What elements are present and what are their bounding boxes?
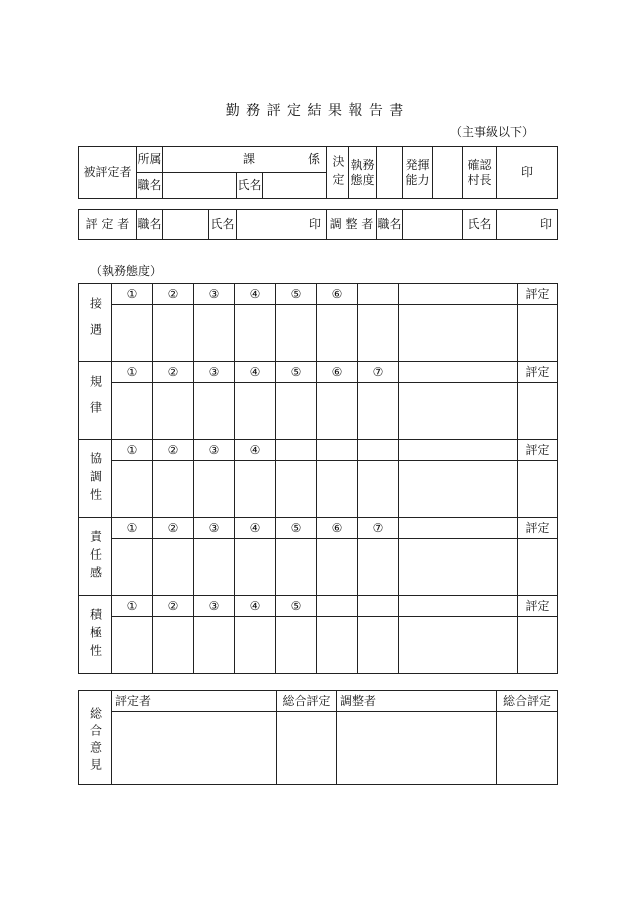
- attitude-row-body: [79, 383, 558, 440]
- entry-field[interactable]: [317, 617, 358, 674]
- attitude-table: [78, 283, 558, 674]
- attitude-row-body: [79, 461, 558, 518]
- attitude-row-header: [79, 596, 558, 617]
- header-table: [78, 146, 558, 240]
- entry-field[interactable]: [112, 539, 153, 596]
- entry-field[interactable]: [153, 617, 194, 674]
- entry-field[interactable]: [358, 617, 399, 674]
- hyoteisha-label-cell: 被評定者: [79, 147, 137, 199]
- shozoku-field[interactable]: [163, 147, 327, 173]
- attitude-row-header: [79, 518, 558, 539]
- rating-mark[interactable]: ②: [153, 440, 194, 461]
- entry-field[interactable]: [153, 461, 194, 518]
- entry-field[interactable]: [276, 461, 317, 518]
- entry-field[interactable]: [194, 539, 235, 596]
- rating-label: 評定: [518, 596, 558, 617]
- shimei-label-2: 氏名: [209, 210, 237, 240]
- rating-mark[interactable]: ④: [235, 596, 276, 617]
- hakki-noryoku-label: 発揮能力: [403, 147, 433, 199]
- shokumei-label-1: 職名: [137, 173, 163, 199]
- blank-cell: [399, 440, 518, 461]
- entry-field[interactable]: [276, 305, 317, 362]
- rating-mark[interactable]: ②: [153, 596, 194, 617]
- in-seal-2: 印: [237, 210, 327, 240]
- rating-label: 評定: [518, 362, 558, 383]
- hakki-noryoku-field[interactable]: [433, 147, 463, 199]
- rating-mark[interactable]: ④: [235, 440, 276, 461]
- shokumei-field-1[interactable]: [163, 173, 237, 199]
- rating-mark[interactable]: ②: [153, 284, 194, 305]
- entry-field[interactable]: [194, 305, 235, 362]
- summary-hyoteisha-label: 評定者: [112, 691, 277, 712]
- entry-field[interactable]: [153, 305, 194, 362]
- rating-mark[interactable]: ⑤: [276, 284, 317, 305]
- rating-mark[interactable]: ③: [194, 518, 235, 539]
- entry-field[interactable]: [399, 305, 518, 362]
- attitude-item-name: 積極性: [79, 596, 112, 674]
- entry-field[interactable]: [358, 383, 399, 440]
- entry-field[interactable]: [112, 305, 153, 362]
- entry-field[interactable]: [235, 383, 276, 440]
- rating-label: 評定: [518, 284, 558, 305]
- hyoteisha-label: 評 定 者: [79, 210, 137, 240]
- rating-field[interactable]: [518, 617, 558, 674]
- entry-field[interactable]: [276, 383, 317, 440]
- entry-field[interactable]: [112, 617, 153, 674]
- entry-field[interactable]: [235, 539, 276, 596]
- rating-mark[interactable]: ②: [153, 518, 194, 539]
- shokumei-field-3[interactable]: [403, 210, 463, 240]
- shimei-field-1[interactable]: [263, 173, 327, 199]
- rating-mark[interactable]: ①: [112, 518, 153, 539]
- rating-field[interactable]: [518, 539, 558, 596]
- entry-field[interactable]: [194, 617, 235, 674]
- blank-cell: [399, 362, 518, 383]
- entry-field[interactable]: [112, 461, 153, 518]
- rating-mark[interactable]: ⑥: [317, 362, 358, 383]
- ka-label: 課: [243, 152, 256, 166]
- attitude-item-name: 接遇: [79, 284, 112, 362]
- shokumei-field-2[interactable]: [163, 210, 209, 240]
- blank-cell: [399, 596, 518, 617]
- summary-choseisha-field[interactable]: [337, 712, 497, 785]
- shokumei-label-3: 職名: [377, 210, 403, 240]
- entry-field[interactable]: [153, 383, 194, 440]
- kakari-label: 係: [308, 152, 321, 166]
- attitude-item-name: 協調性: [79, 440, 112, 518]
- rating-mark[interactable]: ①: [112, 596, 153, 617]
- rating-mark[interactable]: [317, 440, 358, 461]
- rating-field[interactable]: [518, 383, 558, 440]
- rating-mark[interactable]: ③: [194, 596, 235, 617]
- kakunin-soncho-label: 確認村長: [463, 147, 497, 199]
- entry-field[interactable]: [153, 539, 194, 596]
- entry-field[interactable]: [235, 461, 276, 518]
- attitude-row-header: [79, 440, 558, 461]
- attitude-row-body: [79, 305, 558, 362]
- attitude-item-name: 規律: [79, 362, 112, 440]
- rating-mark[interactable]: ①: [112, 284, 153, 305]
- page-title: 勤 務 評 定 結 果 報 告 書: [225, 103, 405, 119]
- blank-cell: [399, 518, 518, 539]
- rating-mark[interactable]: [358, 284, 399, 305]
- shimei-label-1: 氏名: [237, 173, 263, 199]
- sogo-iken-label: 総合意見: [79, 691, 112, 785]
- entry-field[interactable]: [317, 305, 358, 362]
- rating-mark[interactable]: [317, 596, 358, 617]
- entry-field[interactable]: [317, 461, 358, 518]
- rating-mark[interactable]: ⑤: [276, 518, 317, 539]
- rating-field[interactable]: [518, 461, 558, 518]
- entry-field[interactable]: [276, 539, 317, 596]
- rating-mark[interactable]: ①: [112, 362, 153, 383]
- entry-field[interactable]: [399, 383, 518, 440]
- entry-field[interactable]: [399, 461, 518, 518]
- choseisha-label: 調 整 者: [327, 210, 377, 240]
- entry-field[interactable]: [358, 461, 399, 518]
- entry-field[interactable]: [235, 305, 276, 362]
- rating-label: 評定: [518, 518, 558, 539]
- rating-mark[interactable]: ④: [235, 284, 276, 305]
- rating-field[interactable]: [518, 305, 558, 362]
- attitude-row-header: [79, 362, 558, 383]
- entry-field[interactable]: [276, 617, 317, 674]
- entry-field[interactable]: [358, 305, 399, 362]
- page-subtitle: （主事級以下）: [449, 125, 534, 139]
- summary-table: [78, 690, 558, 785]
- rating-mark[interactable]: ④: [235, 362, 276, 383]
- shimei-label-3: 氏名: [463, 210, 497, 240]
- section-caption: （執務態度）: [90, 264, 163, 278]
- summary-sogo-hyotei-label-2: 総合評定: [497, 691, 558, 712]
- entry-field[interactable]: [194, 383, 235, 440]
- attitude-row-body: [79, 617, 558, 674]
- in-seal-1: 印: [497, 147, 558, 199]
- rating-mark[interactable]: ⑥: [317, 284, 358, 305]
- rating-mark[interactable]: ⑤: [276, 596, 317, 617]
- rating-mark[interactable]: ③: [194, 362, 235, 383]
- rating-mark[interactable]: [276, 440, 317, 461]
- summary-choseisha-label: 調整者: [337, 691, 497, 712]
- rating-mark[interactable]: ⑦: [358, 518, 399, 539]
- rating-mark[interactable]: ③: [194, 440, 235, 461]
- header-spacer: [79, 199, 558, 210]
- entry-field[interactable]: [399, 617, 518, 674]
- rating-mark[interactable]: [358, 596, 399, 617]
- rating-mark[interactable]: [358, 440, 399, 461]
- rating-mark[interactable]: ①: [112, 440, 153, 461]
- entry-field[interactable]: [317, 383, 358, 440]
- entry-field[interactable]: [358, 539, 399, 596]
- entry-field[interactable]: [112, 383, 153, 440]
- shitsumu-taido-field[interactable]: [377, 147, 403, 199]
- rating-mark[interactable]: ⑦: [358, 362, 399, 383]
- entry-field[interactable]: [317, 539, 358, 596]
- attitude-item-name: 責任感: [79, 518, 112, 596]
- entry-field[interactable]: [194, 461, 235, 518]
- kettei-label: 決定: [327, 147, 349, 199]
- shitsumu-taido-label: 執務態度: [349, 147, 377, 199]
- blank-cell: [399, 284, 518, 305]
- rating-mark[interactable]: ⑥: [317, 518, 358, 539]
- shokumei-label-2: 職名: [137, 210, 163, 240]
- rating-mark[interactable]: ⑤: [276, 362, 317, 383]
- rating-mark[interactable]: ④: [235, 518, 276, 539]
- summary-sogo-hyotei-field-1[interactable]: [277, 712, 337, 785]
- summary-sogo-hyotei-field-2[interactable]: [497, 712, 558, 785]
- rating-mark[interactable]: ②: [153, 362, 194, 383]
- in-seal-3: 印: [497, 210, 558, 240]
- shozoku-label: 所属: [137, 147, 163, 173]
- attitude-row-body: [79, 539, 558, 596]
- rating-mark[interactable]: ③: [194, 284, 235, 305]
- rating-label: 評定: [518, 440, 558, 461]
- summary-hyoteisha-field[interactable]: [112, 712, 277, 785]
- entry-field[interactable]: [399, 539, 518, 596]
- entry-field[interactable]: [235, 617, 276, 674]
- summary-sogo-hyotei-label-1: 総合評定: [277, 691, 337, 712]
- attitude-row-header: [79, 284, 558, 305]
